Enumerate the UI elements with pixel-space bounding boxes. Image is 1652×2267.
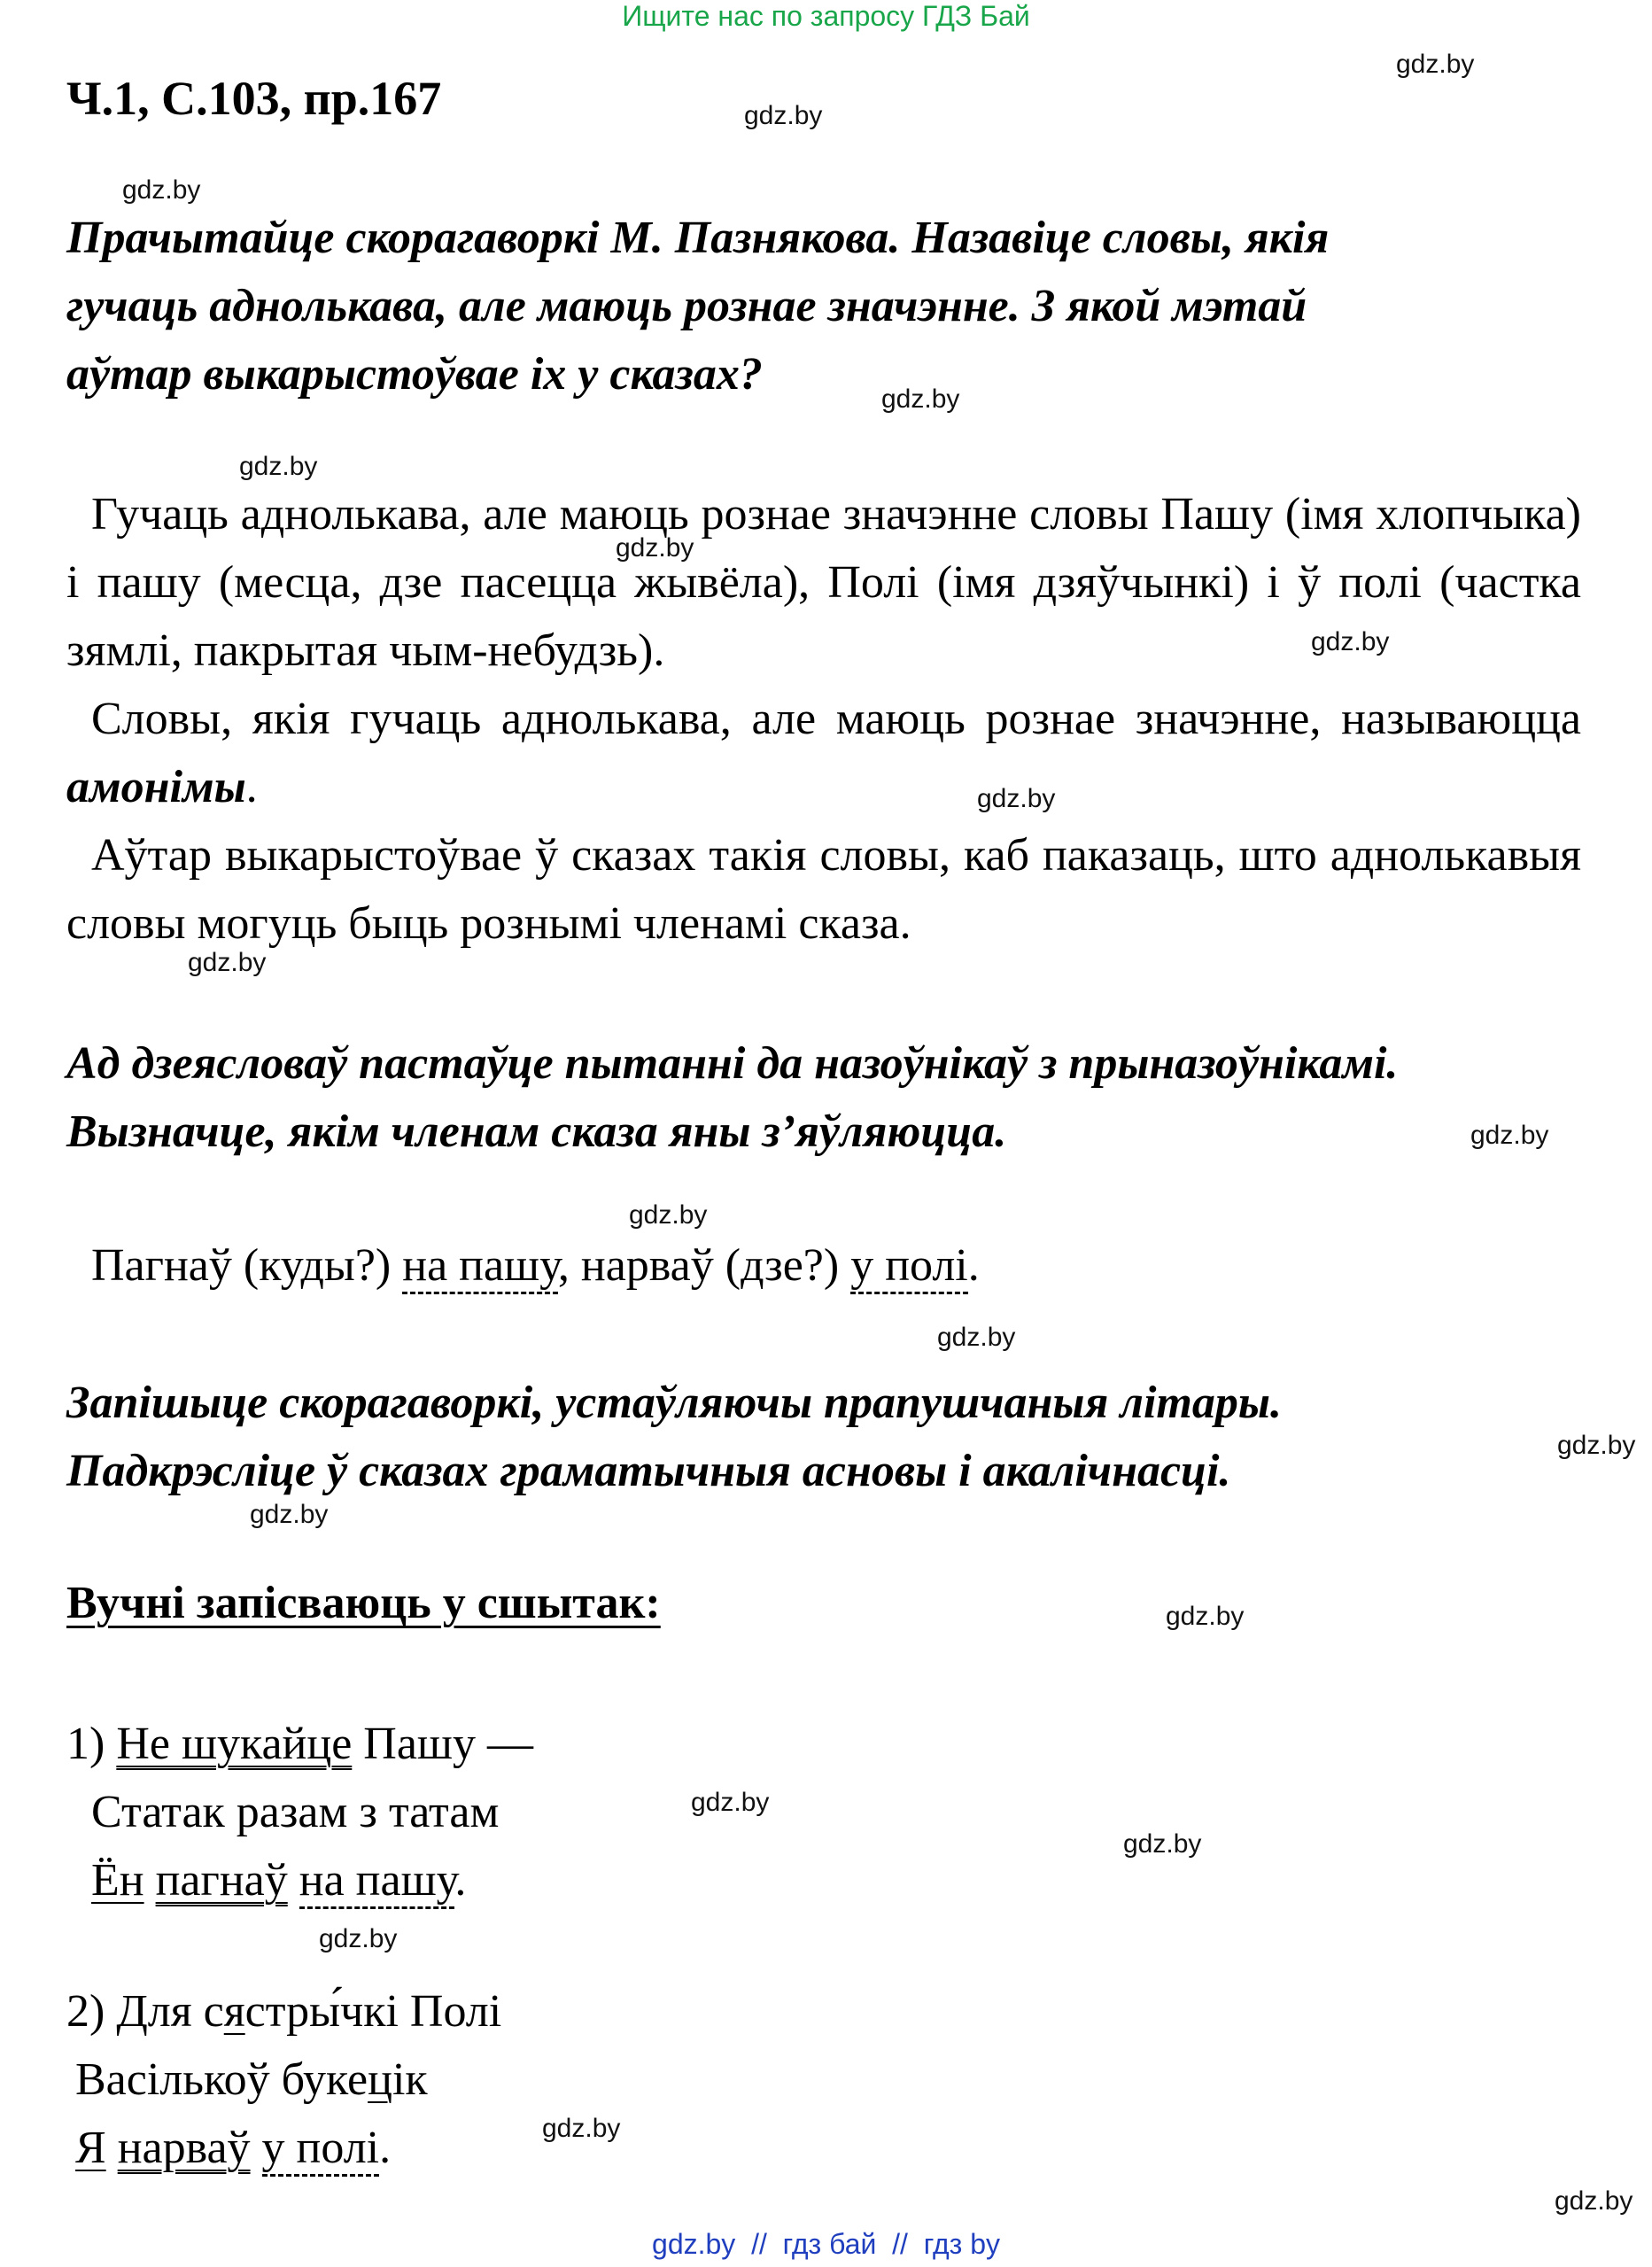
watermark: gdz.by (1557, 1431, 1636, 1460)
task-2-line: Вызначце, якім членам сказа яны з’яўляюцца. (66, 1106, 1007, 1157)
task-2-line: Ад дзеясловаў пастаўце пытанні да назоўнікаў з прыназоўнікамі. (66, 1038, 1399, 1089)
watermark: gdz.by (1396, 50, 1475, 79)
poem-2-line-2 (75, 2046, 428, 2114)
watermark: gdz.by (977, 784, 1056, 813)
watermark: gdz.by (744, 101, 823, 130)
watermark: gdz.by (319, 1924, 398, 1953)
watermark: gdz.by (122, 175, 201, 205)
adverbial: на пашу (402, 1240, 558, 1294)
top-banner[interactable]: Ищите нас по запросу ГДЗ Бай (622, 0, 1030, 32)
watermark: gdz.by (1470, 1121, 1549, 1150)
answer-1-text: Гучаць аднолькава, але маюць рознае значэнне словы Пашу (імя хлопчыка) і пашу (месца, дзе пасецца жывёла), Полі (імя дзяўчынкі) і ў полі (частка зямлі, пакрытая чым-небудзь). (66, 489, 1581, 676)
poem-text: Пашу — (363, 1719, 533, 1769)
watermark: gdz.by (1311, 627, 1390, 656)
predicate: Не шукайце (116, 1719, 353, 1769)
poem-text: стры (244, 1986, 341, 2037)
watermark: gdz.by (1123, 1829, 1202, 1859)
subject: Ён (91, 1855, 144, 1906)
poem-1-line-1 (66, 1710, 533, 1778)
answer-1-paragraph-3 (66, 821, 1581, 958)
verb: Пагнаў (91, 1240, 232, 1291)
adverbial: на пашу (299, 1855, 455, 1909)
verb: нарваў (580, 1240, 714, 1291)
question: (куды?) (243, 1240, 392, 1291)
watermark: gdz.by (250, 1500, 329, 1529)
task-3-line: Запішыце скорагаворкі, устаўляючы прапушчаныя літары. (66, 1378, 1282, 1428)
inserted-letter: я (223, 1986, 245, 2037)
question: (дзе?) (725, 1240, 840, 1291)
watermark: gdz.by (881, 384, 960, 414)
subject: Я (75, 2123, 106, 2173)
item-number: 1) (66, 1719, 105, 1769)
task-3-line: Падкрэсліце ў сказах граматычныя асновы і акалічнасці. (66, 1446, 1231, 1496)
task-1-line: аўтар выкарыстоўвае іх у сказах? (66, 349, 763, 400)
page-title: Ч.1, С.103, пр.167 (66, 72, 442, 125)
punct: . (454, 1855, 467, 1906)
footer-links[interactable]: gdz.by // гдз бай // гдз by (652, 2228, 1000, 2260)
poem-text: Для с (116, 1986, 224, 2037)
task-3 (66, 1369, 1581, 1505)
predicate: нарваў (117, 2123, 251, 2173)
answer-1-text: Аўтар выкарыстоўвае ў сказах такія словы, каб паказаць, што аднолькавыя словы могуць быць рознымі членамі сказа. (66, 830, 1581, 949)
task-1-line: гучаць аднолькава, але маюць рознае значэнне. З якой мэтай (66, 281, 1307, 331)
poem-text: Васількоў буке (75, 2054, 368, 2105)
adverbial: у полі (262, 2123, 380, 2177)
term-homonyms: амонімы (66, 762, 246, 812)
poem-2-line-3 (75, 2114, 391, 2182)
section-title: Вучні запісваюць у сшытак: (66, 1578, 661, 1628)
answer-1-paragraph-1 (66, 480, 1581, 685)
watermark: gdz.by (937, 1323, 1016, 1352)
watermark: gdz.by (691, 1788, 770, 1817)
adverbial: у полі (850, 1240, 968, 1294)
poem-1-line-2: Статак разам з татам (91, 1787, 500, 1837)
watermark: gdz.by (188, 948, 267, 977)
item-number: 2) (66, 1986, 105, 2037)
poem-1-line-3 (91, 1846, 466, 1914)
punct: . (967, 1240, 980, 1291)
answer-1-paragraph-2 (66, 685, 1581, 821)
punct: , (557, 1240, 570, 1291)
poem-text: кі Полі (363, 1986, 502, 2037)
inserted-letter: ц (368, 2054, 392, 2105)
watermark: gdz.by (1166, 1602, 1245, 1631)
task-1-line: Прачытайце скорагаворкі М. Пазнякова. Назавіце словы, якія (66, 213, 1330, 263)
task-2 (66, 1029, 1581, 1166)
punct: . (245, 762, 258, 812)
predicate: пагнаў (155, 1855, 288, 1906)
poem-2-line-1 (66, 1977, 501, 2046)
answer-2-line (91, 1231, 980, 1300)
task-1 (66, 204, 1581, 408)
stressed-letter: ч ́ (340, 1986, 363, 2037)
watermark: gdz.by (616, 533, 694, 563)
watermark: gdz.by (239, 452, 318, 481)
poem-text: ік (392, 2054, 428, 2105)
watermark: gdz.by (1555, 2186, 1633, 2216)
answer-1-text: Словы, якія гучаць аднолькава, але маюць рознае значэнне, называюцца (91, 694, 1581, 744)
watermark: gdz.by (542, 2114, 621, 2143)
punct: . (379, 2123, 392, 2173)
watermark: gdz.by (629, 1200, 708, 1230)
